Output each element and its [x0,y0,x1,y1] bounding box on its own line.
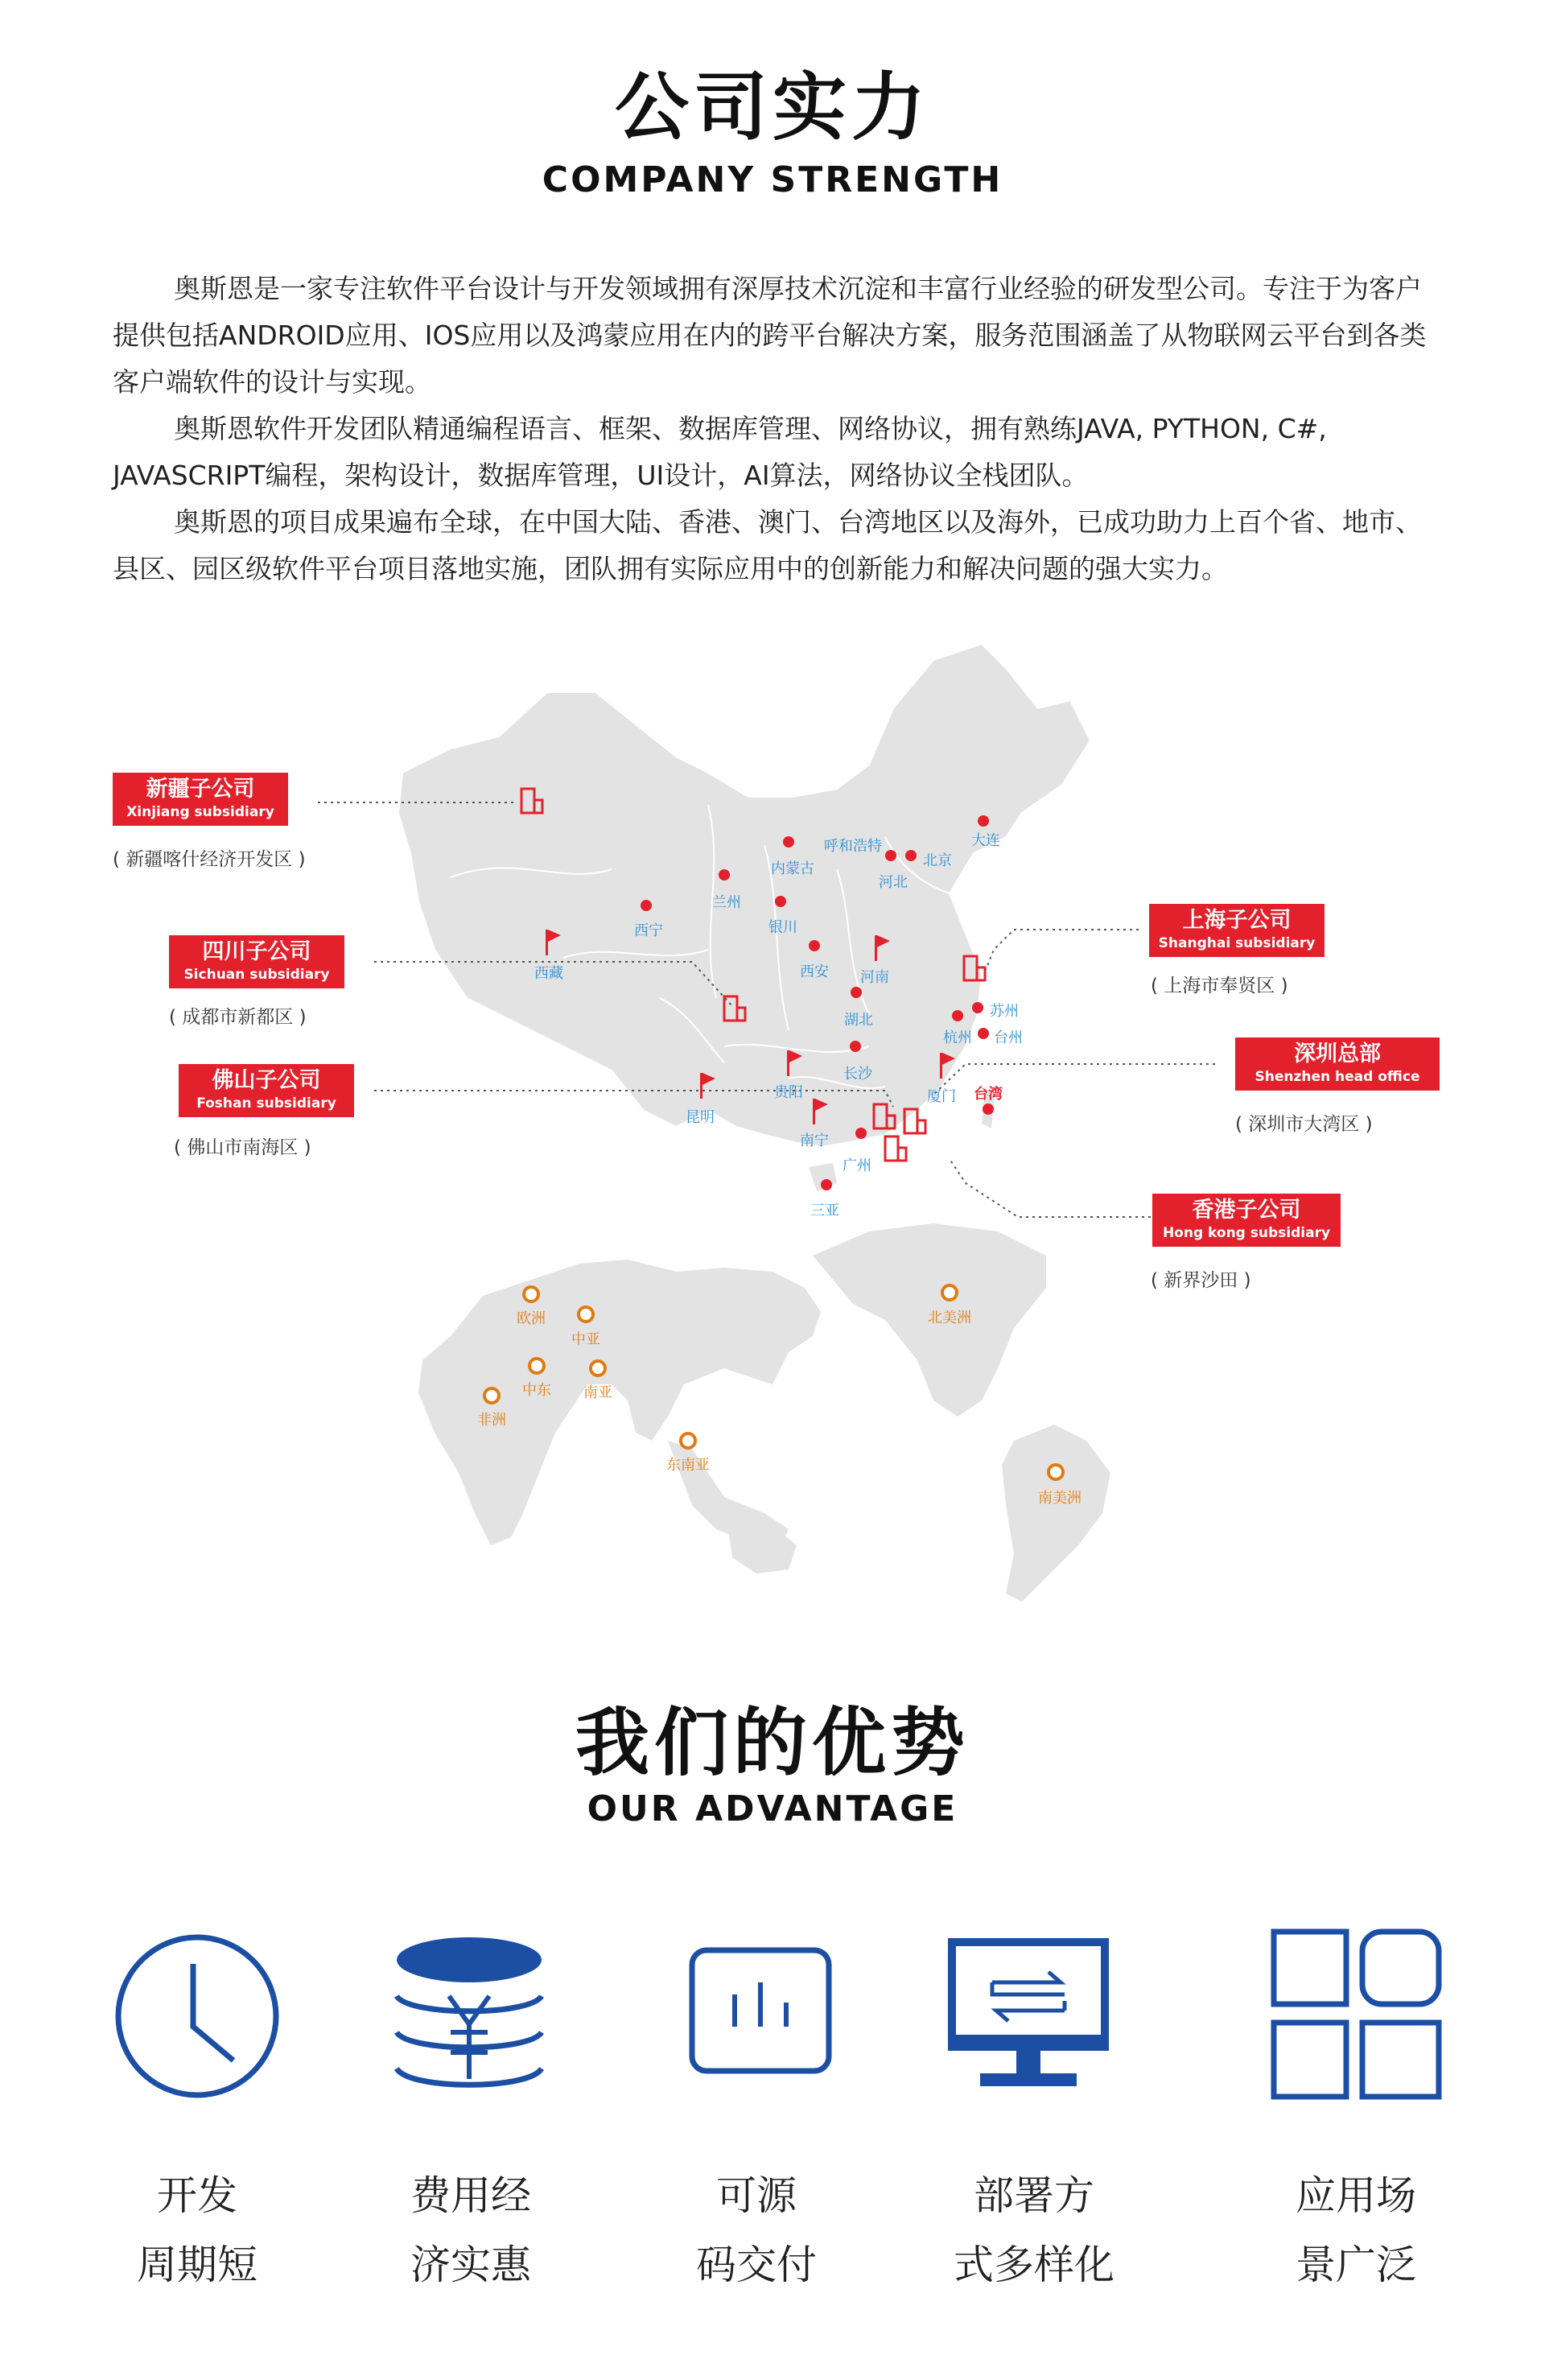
eurasia-africa-landmass [418,1260,821,1545]
pin-icon-hangzhou [952,1010,963,1021]
tag-sichuan-cn: 四川子公司 [202,939,311,964]
city-label-sanya: 三亚 [810,1202,839,1219]
region-label-south-asia: 南亚 [583,1384,612,1401]
pin-icon-beijing [905,850,917,861]
advantage-item-fast-dev [60,2161,334,2300]
city-label-taizhou: 台州 [994,1029,1023,1046]
tag-xinjiang-cn: 新疆子公司 [146,777,255,802]
city-label-hebei: 河北 [879,874,908,891]
coin-stack-icon [393,1936,546,2097]
pin-icon-sanya [821,1179,832,1190]
clock-icon [113,1932,282,2101]
addr-xinjiang: ( 新疆喀什经济开发区 ) [113,849,306,870]
strength-intro [113,266,1440,592]
region-label-central-asia: 中亚 [571,1331,600,1348]
region-icon-middle-east [529,1359,544,1373]
city-label-taiwan: 台湾 [974,1086,1003,1103]
tag-hongkong-en: Hong kong subsidiary [1162,1225,1331,1241]
advantage-title-cn: 我们的优势 [575,1700,970,1786]
grid-apps-icon [1270,1928,1443,2101]
city-label-nanning: 南宁 [800,1132,829,1149]
city-label-dalian: 大连 [971,832,1000,849]
advantage-item-affordable [334,2161,608,2300]
pin-icon-xining [641,900,652,911]
region-label-north-america: 北美洲 [928,1310,971,1326]
tag-shanghai-cn: 上海子公司 [1182,908,1292,933]
intro-paragraph-2: 奥斯恩软件开发团队精通编程语言、框架、数据库管理、网络协议，拥有熟练JAVA, PYTHON, C#, JAVASCRIPT编程，架构设计，数据库管理，UI设计，AI算法，网络协议全栈团队。 [113,413,1327,491]
tag-shanghai-en: Shanghai subsidiary [1158,935,1316,951]
addr-foshan: ( 佛山市南海区 ) [174,1137,311,1158]
city-label-xizang: 西藏 [534,965,563,982]
region-icon-south-asia [591,1361,605,1376]
city-label-henan: 河南 [860,969,889,986]
region-icon-southeast-asia [681,1433,695,1448]
region-icon-europe [524,1287,538,1301]
tag-hongkong-cn: 香港子公司 [1192,1198,1301,1223]
tag-xinjiang-en: Xinjiang subsidiary [126,804,274,820]
addr-hongkong: ( 新界沙田 ) [1151,1270,1251,1291]
tag-shanghai [1149,904,1325,957]
advantage-item-scenarios [1219,2161,1493,2300]
region-icon-africa [484,1388,499,1403]
tag-shenzhen [1235,1037,1440,1091]
intro-paragraph-1: 奥斯恩是一家专注软件平台设计与开发领域拥有深厚技术沉淀和丰富行业经验的研发型公司。专注于为客户提供包括ANDROID应用、IOS应用以及鸿蒙应用在内的跨平台解决方案，服务范围涵盖了从物联网云平台到各类客户端软件的设计与实现。 [113,273,1427,398]
tag-hongkong [1152,1194,1341,1247]
pin-icon-xian [809,940,820,951]
advantage-label-line2: 式多样化 [954,2242,1114,2288]
advantage-item-deployment [897,2161,1171,2300]
tag-xinjiang [113,773,288,826]
pin-icon-dalian [978,815,989,827]
city-label-xining: 西宁 [634,922,663,939]
pin-icon-huhehaote [783,836,794,848]
region-label-south-america: 南美洲 [1038,1490,1082,1507]
advantage-label-line1: 部署方 [974,2172,1094,2219]
city-label-suzhou: 苏州 [990,1003,1019,1020]
region-label-europe: 欧洲 [517,1310,546,1327]
city-label-guangzhou: 广州 [843,1157,871,1174]
pin-icon-taiwan [983,1103,994,1115]
pin-icon-suzhou [972,1002,983,1013]
intro-paragraph-3: 奥斯恩的项目成果遍布全球，在中国大陆、香港、澳门、台湾地区以及海外，已成功助力上百个省、地市、县区、园区级软件平台项目落地实施，团队拥有实际应用中的创新能力和解决问题的强大实力。 [113,506,1422,584]
south-america-landmass [1002,1425,1110,1602]
city-label-changsha: 长沙 [843,1066,872,1083]
city-label-kunming: 昆明 [686,1109,715,1126]
pin-icon-hubei [851,987,862,998]
region-icon-central-asia [579,1307,593,1322]
region-icon-south-america [1049,1465,1063,1479]
region-label-middle-east: 中东 [522,1382,551,1399]
city-label-hangzhou: 杭州 [943,1029,972,1046]
addr-sichuan: ( 成都市新都区 ) [169,1007,307,1028]
pin-icon-changsha [850,1041,861,1052]
monitor-transfer-icon [948,1938,1109,2091]
tag-sichuan [169,935,344,988]
advantage-label-line2: 景广泛 [1296,2242,1416,2288]
city-label-hubei: 湖北 [844,1012,873,1029]
addr-shanghai: ( 上海市奉贤区 ) [1151,976,1288,996]
advantage-label-line1: 开发 [157,2172,237,2219]
advantage-item-source-code [620,2161,893,2300]
city-label-guiyang: 贵阳 [774,1084,803,1101]
tag-shenzhen-en: Shenzhen head office [1255,1069,1420,1085]
region-label-africa: 非洲 [477,1412,506,1429]
building-icon-hongkong [885,1136,906,1161]
advantage-label-line1: 应用场 [1296,2172,1416,2219]
city-label-xiamen: 厦门 [927,1088,956,1105]
tag-foshan [179,1064,354,1117]
city-label-beijing: 北京 [923,852,952,869]
advantage-label-line2: 济实惠 [410,2242,531,2288]
pin-icon-taizhou [978,1028,989,1039]
region-label-southeast-asia: 东南亚 [666,1457,710,1474]
advantage-label-line1: 可源 [716,2172,797,2219]
advantage-label-line2: 周期短 [137,2242,258,2288]
pin-icon-lanzhou [719,869,730,881]
source-code-icon [688,1946,833,2075]
advantage-label-line2: 码交付 [696,2242,817,2288]
advantage-label-line1: 费用经 [410,2172,531,2219]
tag-foshan-en: Foshan subsidiary [196,1095,336,1112]
pin-icon-hebei [885,850,896,861]
china-landmass [398,644,1090,1147]
tag-foshan-cn: 佛山子公司 [212,1068,321,1093]
tag-sichuan-en: Sichuan subsidiary [183,967,330,983]
advantage-title-en: OUR ADVANTAGE [587,1788,958,1829]
tag-shenzhen-cn: 深圳总部 [1294,1042,1381,1066]
city-label-neimenggu: 内蒙古 [771,860,814,877]
strength-title-en: COMPANY STRENGTH [542,159,1003,200]
region-icon-north-america [942,1285,957,1300]
city-label-yinchuan: 银川 [768,919,797,936]
pin-icon-guangzhou [855,1128,867,1139]
city-label-xian: 西安 [800,963,829,980]
strength-title-cn: 公司实力 [614,64,930,151]
pin-icon-yinchuan [775,896,786,907]
city-label-huhehaote: 呼和浩特 [824,838,882,855]
addr-shenzhen: ( 深圳市大湾区 ) [1235,1114,1373,1135]
city-label-lanzhou: 兰州 [712,894,741,911]
